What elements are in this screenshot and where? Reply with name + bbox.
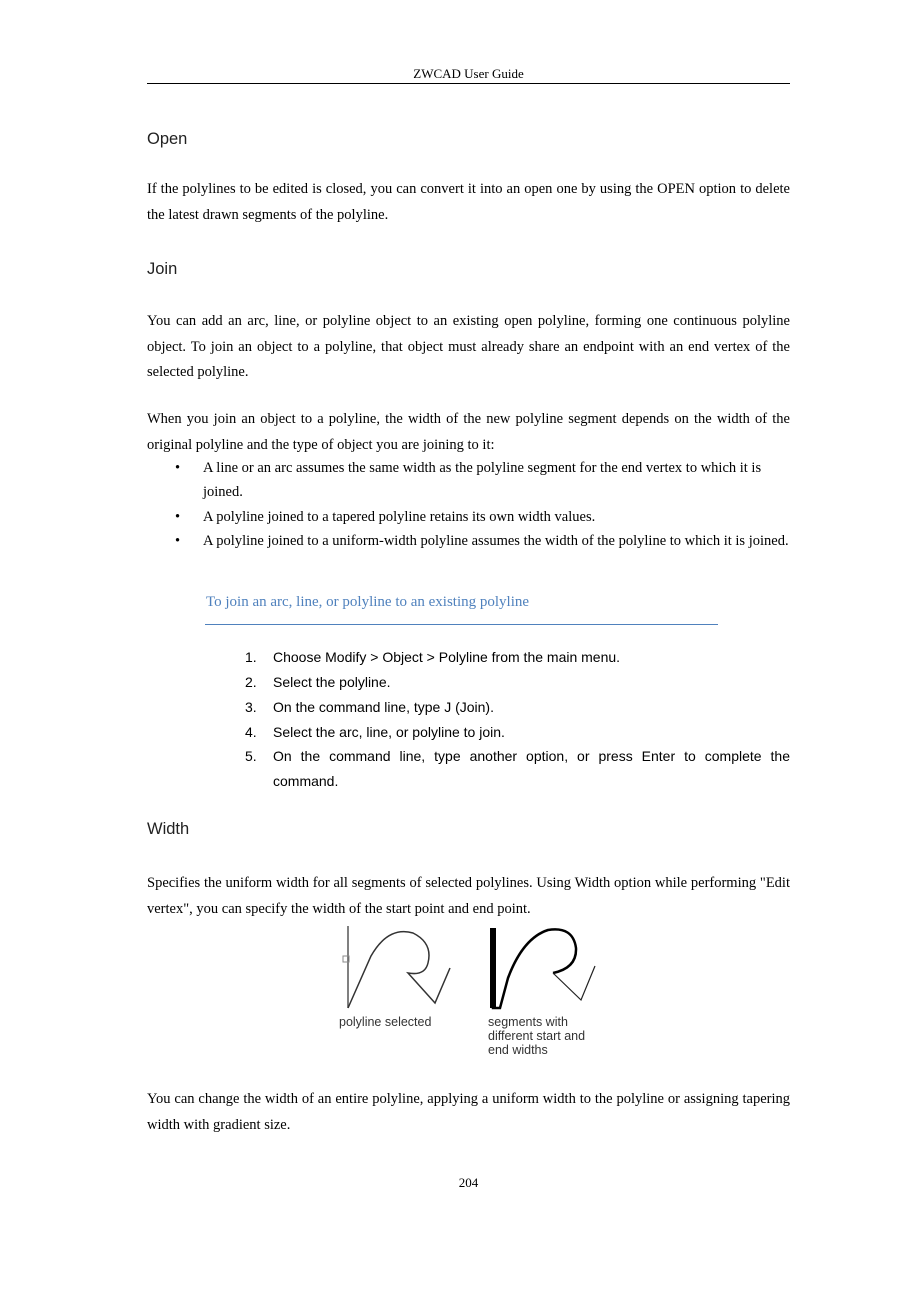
join-paragraph-2: When you join an object to a polyline, the width of the new polyline segment depends on the width of the original polyline and the type of object you are joining to it: [147,411,790,453]
width-paragraph-1: Specifies the uniform width for all segments of selected polylines. Using Width option while performing "Edit vertex", you can specify the width of the start point and end point. [147,875,790,917]
procedure-step: 5. On the command line, type another option, or press Enter to complete the command. [245,748,790,789]
heading-width: Width [147,820,190,838]
bullet-icon: • [175,509,181,525]
heading-open: Open [147,130,188,148]
bullet-item: • A polyline joined to a uniform-width polyline assumes the width of the polyline to which it is joined. [175,529,790,553]
join-paragraph-1: You can add an arc, line, or polyline object to an existing open polyline, forming one continuous polyline object. To join an object to a polyline, that object must already share an endpoint with an end vertex of the selected polyline. [147,313,790,380]
caption-polyline-selected: polyline selected [339,1015,432,1029]
width-paragraph-2: You can change the width of an entire polyline, applying a uniform width to the polyline or assigning tapering width with gradient size. [147,1091,790,1133]
page-number: 204 [458,1175,479,1190]
polyline-illustration [333,918,603,1013]
page-header: ZWCAD User Guide [413,66,524,81]
procedure-step: 4. Select the arc, line, or polyline to join. [245,724,505,740]
polyline-width-figure [333,918,603,1063]
procedure-title: To join an arc, line, or polyline to an existing polyline [206,594,530,610]
procedure-step: 3. On the command line, type J (Join). [245,699,494,715]
procedure-step: 2. Select the polyline. [245,674,391,690]
procedure-rule [205,624,718,625]
bullet-icon: • [175,533,181,549]
heading-join: Join [147,260,178,278]
header-rule [147,83,790,84]
open-paragraph: If the polylines to be edited is closed, you can convert it into an open one by using the OPEN option to delete the latest drawn segments of the polyline. [147,181,790,223]
bullet-item: • A polyline joined to a tapered polyline retains its own width values. [175,505,790,529]
bullet-icon: • [175,460,181,476]
bullet-item: • A line or an arc assumes the same width as the polyline segment for the end vertex to which it is joined. [175,456,790,504]
procedure-step: 1. Choose Modify > Object > Polyline from the main menu. [245,649,621,665]
caption-different-widths: segments with different start and end widths [488,1015,586,1057]
